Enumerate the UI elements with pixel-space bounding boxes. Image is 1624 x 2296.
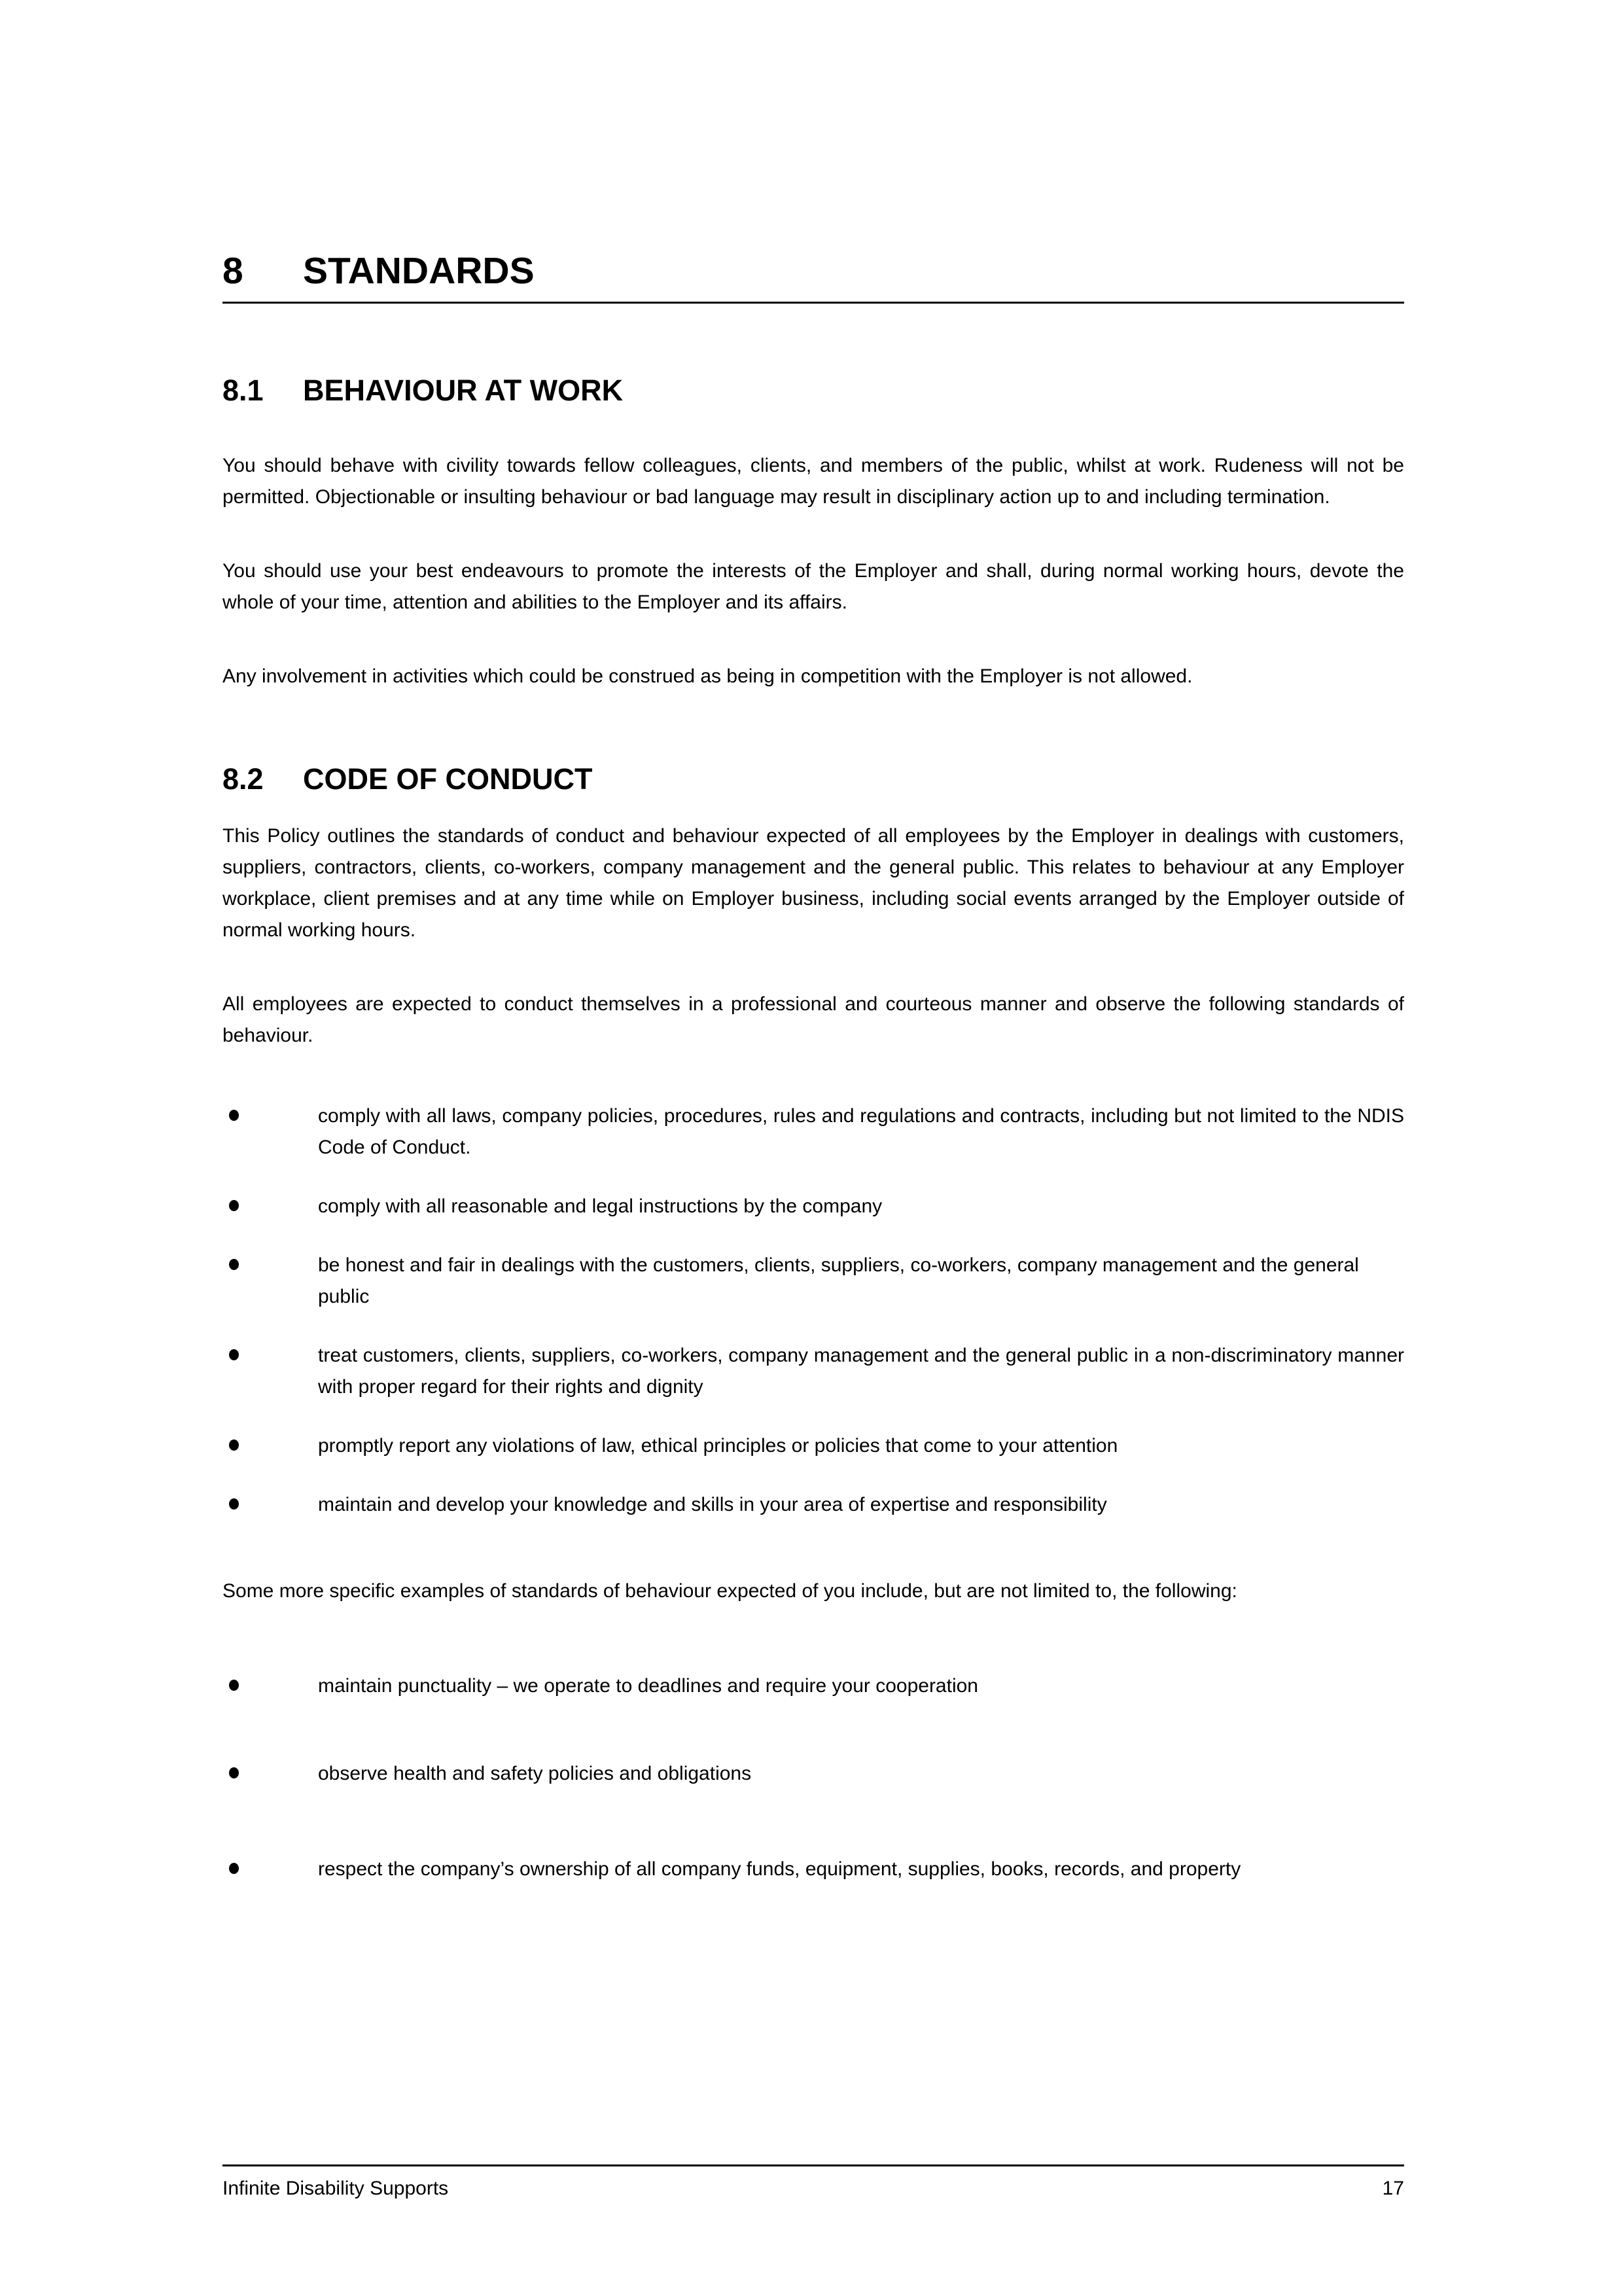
list-item [222, 1758, 1404, 1790]
list-item-text: comply with all reasonable and legal instructions by the company [318, 1195, 883, 1217]
list-item-text: observe health and safety policies and obligations [318, 1763, 752, 1784]
paragraph: You should behave with civility towards fellow colleagues, clients, and members of the public, whilst at work. Rudeness will not be permitted. Objectionable or insulting behaviour or bad language may result in disciplinary action up to and including termination. [222, 455, 1404, 508]
paragraph: Any involvement in activities which could be construed as being in competition with the Employer is not allowed. [222, 665, 1193, 687]
list-item [222, 1191, 1404, 1222]
subsection-title: CODE OF CONDUCT [303, 762, 593, 796]
examples-bullet-list [222, 1670, 1404, 1893]
page-footer [222, 2164, 1404, 2200]
bullet-icon [229, 1863, 239, 1874]
conduct-bullet-list [222, 1101, 1404, 1521]
bullet-icon [229, 1200, 239, 1211]
bullet-icon [229, 1439, 239, 1451]
footer-company-name: Infinite Disability Supports [222, 2178, 449, 2199]
paragraph: This Policy outlines the standards of conduct and behaviour expected of all employees by the Employer in dealings with customers, suppliers, contractors, clients, co-workers, company management and the general public. This relates to behaviour at any Employer workplace, client premises and at any time while on Employer business, including social events arranged by the Employer outside of normal working hours. [222, 825, 1404, 941]
list-item-text: maintain and develop your knowledge and skills in your area of expertise and responsibility [318, 1494, 1107, 1515]
list-item-text: maintain punctuality – we operate to deadlines and require your cooperation [318, 1675, 978, 1697]
section-title: STANDARDS [303, 250, 535, 292]
bullet-icon [229, 1110, 239, 1121]
subsection-heading-8-2 [222, 764, 1404, 794]
paragraph: All employees are expected to conduct themselves in a professional and courteous manner and observe the following standards of behaviour. [222, 993, 1404, 1046]
subsection-heading-8-1 [222, 376, 1404, 405]
list-item [222, 1670, 1404, 1702]
list-item-text: treat customers, clients, suppliers, co-workers, company management and the general public in a non-discriminatory manner with proper regard for their rights and dignity [318, 1345, 1404, 1398]
list-item-text: promptly report any violations of law, ethical principles or policies that come to your attention [318, 1435, 1118, 1457]
list-item [222, 1846, 1404, 1893]
bullet-icon [229, 1349, 239, 1360]
bullet-icon [229, 1680, 239, 1691]
list-item-text: comply with all laws, company policies, procedures, rules and regulations and contracts, including but not limited to the NDIS Code of Conduct. [318, 1105, 1404, 1158]
document-page [222, 0, 1404, 1893]
list-item [222, 1340, 1404, 1403]
subsection-number: 8.1 [222, 374, 264, 407]
bullet-icon [229, 1498, 239, 1510]
paragraph: You should use your best endeavours to promote the interests of the Employer and shall, during normal working hours, devote the whole of your time, attention and abilities to the Employer and its affairs. [222, 560, 1404, 613]
list-item-text: respect the company’s ownership of all company funds, equipment, supplies, books, records, and property [318, 1858, 1241, 1880]
list-item [222, 1430, 1404, 1462]
examples-intro-paragraph: Some more specific examples of standards of behaviour expected of you include, but are not limited to, the following: [222, 1580, 1237, 1602]
footer-page-number: 17 [1382, 2178, 1404, 2199]
list-item [222, 1250, 1404, 1313]
list-item [222, 1101, 1404, 1163]
subsection-number: 8.2 [222, 762, 264, 796]
bullet-icon [229, 1767, 239, 1778]
list-item [222, 1489, 1404, 1521]
section-number: 8 [222, 250, 243, 292]
subsection-title: BEHAVIOUR AT WORK [303, 374, 624, 407]
list-item-text: be honest and fair in dealings with the customers, clients, suppliers, co-workers, company management and the general public [318, 1254, 1359, 1307]
bullet-icon [229, 1259, 239, 1270]
section-heading [222, 250, 1404, 304]
